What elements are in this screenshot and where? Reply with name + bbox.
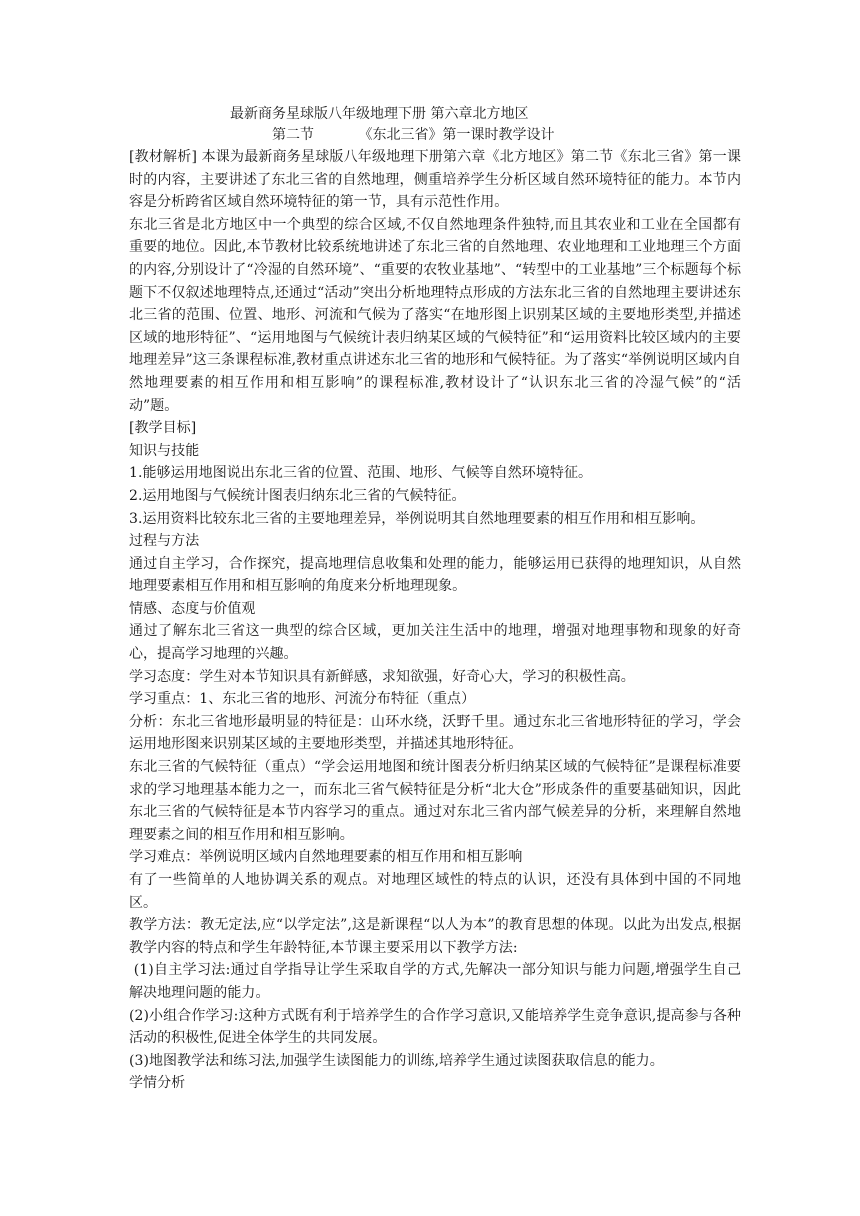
paragraph-process-methods: 通过自主学习，合作探究，提高地理信息收集和处理的能力，能够运用已获得的地理知识，从自然地理要素相互作用和相互影响的角度来分析地理现象。 (129, 555, 741, 595)
paragraph-difficulties: 学习难点：举例说明区域内自然地理要素的相互作用和相互影响 (129, 849, 523, 866)
paragraph-learning-attitude: 学习态度：学生对本节知识具有新鲜感，求知欲强，好奇心大，学习的积极性高。 (129, 668, 635, 685)
method-item-3: (3)地图教学法和练习法,加强学生读图能力的训练,培养学生通过读图获取信息的能力。 (129, 1052, 664, 1069)
document-subtitle: 第二节 《东北三省》第一课时教学设计 (272, 127, 555, 143)
paragraph-teaching-methods: 教学方法：教无定法,应“以学定法”,这是新课程“以人为本”的教育思想的体现。以此为出发点,根据教学内容的特点和学生年龄特征,本节课主要采用以下教学方法: (129, 917, 741, 956)
paragraph-terrain-analysis: 分析：东北三省地形最明显的特征是：山环水绕，沃野千里。通过东北三省地形特征的学习，学会运用地形图来识别某区域的主要地形类型，并描述其地形特征。 (129, 713, 741, 753)
document-title: 最新商务星球版八年级地理下册 第六章北方地区 (230, 106, 529, 122)
paragraph-climate-features: 东北三省的气候特征（重点）“学会运用地图和统计图表分析归纳某区域的气候特征”是课程标准要求的学习地理基本能力之一，而东北三省气候特征是分析“北大仓”形成条件的重要基础知识，因此东北三省的气候特征是本节内容学习的重点。通过对东北三省内部气候差异的分析，来理解自然地理要素之间的相互作用和相互影响。 (129, 759, 741, 843)
goal-item-2: 2.运用地图与气候统计图表归纳东北三省的气候特征。 (129, 487, 466, 504)
paragraph-student-background: 有了一些简单的人地协调关系的观点。对地理区域性的特点的认识，还没有具体到中国的不同地区。 (129, 872, 741, 911)
goal-item-1: 1.能够运用地图说出东北三省的位置、范围、地形、气候等自然环境特征。 (129, 465, 593, 482)
method-item-1: (1)自主学习法:通过自学指导让学生采取自学的方式,先解决一部分知识与能力问题,增强学生自己解决地理问题的能力。 (129, 962, 741, 1001)
heading-teaching-goals: [教学目标] (129, 420, 197, 437)
method-item-2: (2)小组合作学习:这种方式既有利于培养学生的合作学习意识,又能培养学生竞争意识,提高参与各种活动的积极性,促进全体学生的共同发展。 (129, 1007, 741, 1047)
heading-process-methods: 过程与方法 (129, 533, 200, 550)
paragraph-region-overview: 东北三省是北方地区中一个典型的综合区域,不仅自然地理条件独特,而且其农业和工业在全国都有重要的地位。因此,本节教材比较系统地讲述了东北三省的自然地理、农业地理和工业地理三个方面的内容,分别设计了“冷湿的自然环境”、“重要的农牧业基地”、“转型中的工业基地”三个标题每个标题下不仅叙述地理特点,还通过“活动”突出分析地理特点形成的方法东北三省的自然地理主要讲述东北三省的范围、位置、地形、河流和气候为了落实“在地形图上识别某区域的主要地形类型,并描述区域的地形特征”、“运用地图与气候统计表归纳某区域的气候特征”和“运用资料比较区域内的主要地理差异”这三条课程标准,教材重点讲述东北三省的地形和气候特征。为了落实“举例说明区域内自然地理要素的相互作用和相互影响”的课程标准,教材设计了“认识东北三省的冷湿气候”的“活动”题。 (129, 216, 741, 414)
paragraph-key-points: 学习重点：1、东北三省的地形、河流分布特征（重点） (129, 691, 476, 708)
heading-knowledge-skills: 知识与技能 (129, 442, 200, 459)
paragraph-attitudes-values: 通过了解东北三省这一典型的综合区域，更加关注生活中的地理，增强对地理事物和现象的好奇心，提高学习地理的兴趣。 (129, 623, 741, 663)
paragraph-textbook-analysis: [教材解析] 本课为最新商务星球版八年级地理下册第六章《北方地区》第二节《东北三省》第一课时的内容，主要讲述了东北三省的自然地理，侧重培养学生分析区域自然环境特征的能力。本节内容是分析跨省区域自然环境特征的第一节，具有示范性作用。 (129, 149, 741, 211)
heading-student-analysis: 学情分析 (129, 1075, 186, 1092)
heading-attitudes-values: 情感、态度与价值观 (129, 600, 256, 617)
goal-item-3: 3.运用资料比较东北三省的主要地理差异，举例说明其自然地理要素的相互作用和相互影响。 (129, 510, 705, 527)
document-page (129, 104, 741, 1095)
